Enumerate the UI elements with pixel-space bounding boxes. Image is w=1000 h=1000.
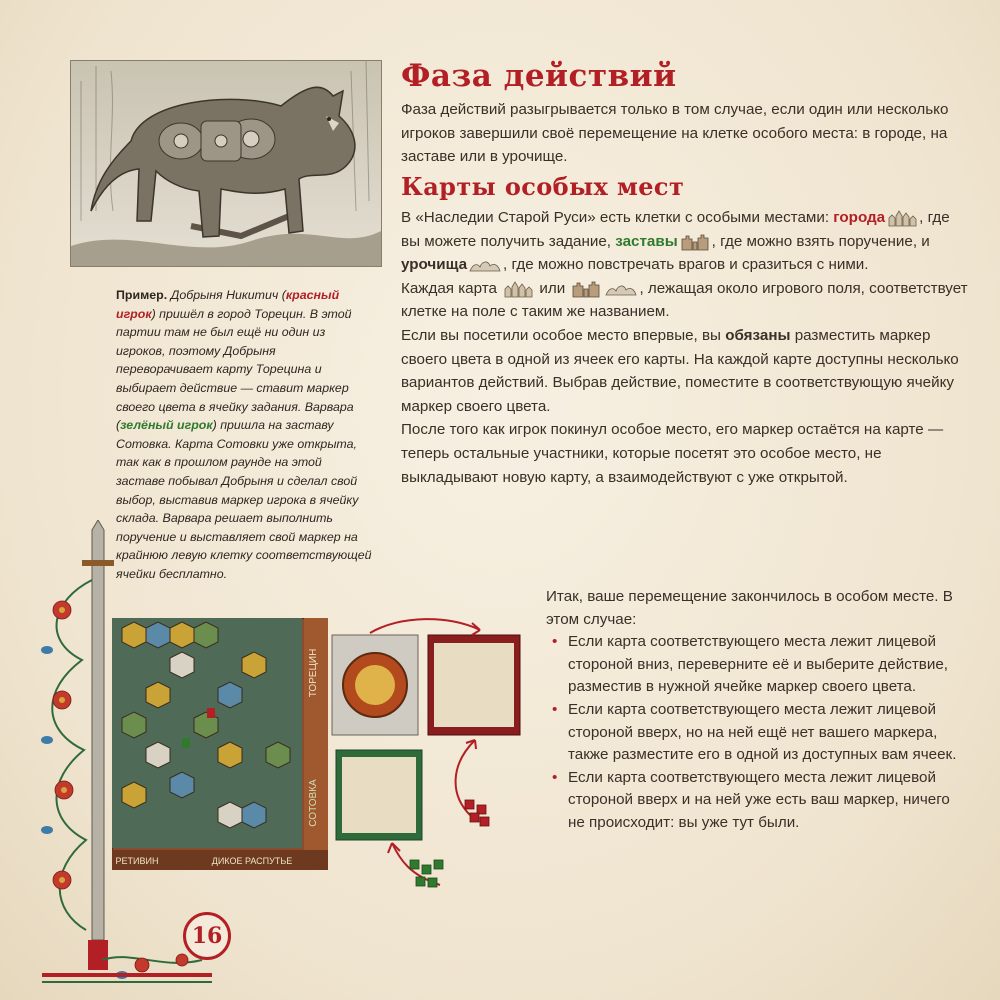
outpost-icon (571, 280, 601, 298)
game-board-illustration (112, 618, 328, 870)
board-label-toretsin: ТОРЕЦИН (308, 648, 319, 698)
summary-list (546, 631, 966, 834)
section-text-special-places: В «Наследии Старой Руси» есть клетки с особыми местами: города , где вы можете получить задание, заставы , где можно взять поручение, и урочища , где можно повстречать врагов и сразиться с ними. Каждая карта или , лежащая около игрового поля, соответствует клетке на поле с таким же названием. Если вы посетили особое место впервые, вы обязаны разместить маркер своего цвета в одной из ячеек его карты. На каждой карте доступны несколько вариантов действий. Выбрав действие, поместите в соответствующую ячейку маркер своего цвета. После того как игрок покинул особое место, его маркер остаётся на карте — теперь остальные участники, которые посетят это особое место, не выкладывают новую карту, а взаимодействуют с уже открытой. (401, 209, 968, 486)
summary-bullet: • Если карта соответствующего места лежит лицевой стороной вверх и на ней уже есть ваш маркер, ничего не происходит: вы уже тут были. (546, 767, 966, 835)
keyword-city: города (833, 209, 886, 226)
keyword-must: обязаны (725, 326, 791, 344)
summary-block (546, 586, 966, 835)
caption-text: ) пришёл в город Торецин. В этой партии там не был ещё ни один из игроков, поэтому Добрыня переворачивает карту Торецина и выбирает действие — ставит маркер своего цвета в ячейку задания. Варвара ( (116, 306, 354, 433)
armored-wolf-icon (71, 61, 381, 266)
page-number: 16 (183, 912, 231, 960)
summary-bullet: • Если карта соответствующего места лежит лицевой стороной вниз, переверните её и выберите действие, разместив в нужной ячейке маркер своего цвета. (546, 631, 966, 699)
caption-lead: Пример. (116, 288, 168, 302)
caption-red-player: красный игрок (116, 288, 340, 321)
city-icon (887, 209, 917, 227)
board-label-sotovka: СОТОВКА (308, 779, 319, 827)
wolf-illustration (70, 60, 382, 267)
section-text-action-phase: Фаза действий разыгрывается только в том случае, если один или несколько игроков завершили своё перемещение на клетке особого места: в городе, на заставе или в урочище. (401, 101, 949, 165)
wild-place-icon (469, 258, 501, 272)
section-title-action-phase: Фаза действий (401, 58, 677, 94)
summary-bullet: • Если карта соответствующего места лежит лицевой стороной вверх, но на ней ещё нет вашего маркера, также разместите его в одной из доступных вам ячеек. (546, 699, 966, 767)
caption-text: Добрыня Никитич ( (167, 288, 286, 302)
place-cards-illustration (330, 615, 530, 900)
caption-text: ) пришла на заставу Сотовка. Карта Сотовки уже открыта, так как в прошлом раунде на этой заставе побывал Добрыня и сделал свой выбор, выставив маркер игрока в ячейку склада. Варвара решает выполнить поручение и выставляет свой маркер на крайнюю левую клетку соответствующей ячейки бесплатно. (116, 418, 372, 581)
section-title-special-places: Карты особых мест (401, 172, 685, 201)
board-label-left: РЕТИВИН (115, 856, 159, 866)
summary-intro: Итак, ваше перемещение закончилось в особом месте. В этом случае: (546, 588, 953, 628)
outpost-icon (680, 233, 710, 251)
city-icon (503, 280, 533, 298)
board-label-bottom: ДИКОЕ РАСПУТЬЕ (211, 856, 293, 866)
caption-green-player: зелёный игрок (120, 418, 213, 433)
keyword-outpost: заставы (615, 232, 678, 250)
wild-place-icon (605, 282, 637, 296)
keyword-wild: урочища (401, 256, 468, 274)
